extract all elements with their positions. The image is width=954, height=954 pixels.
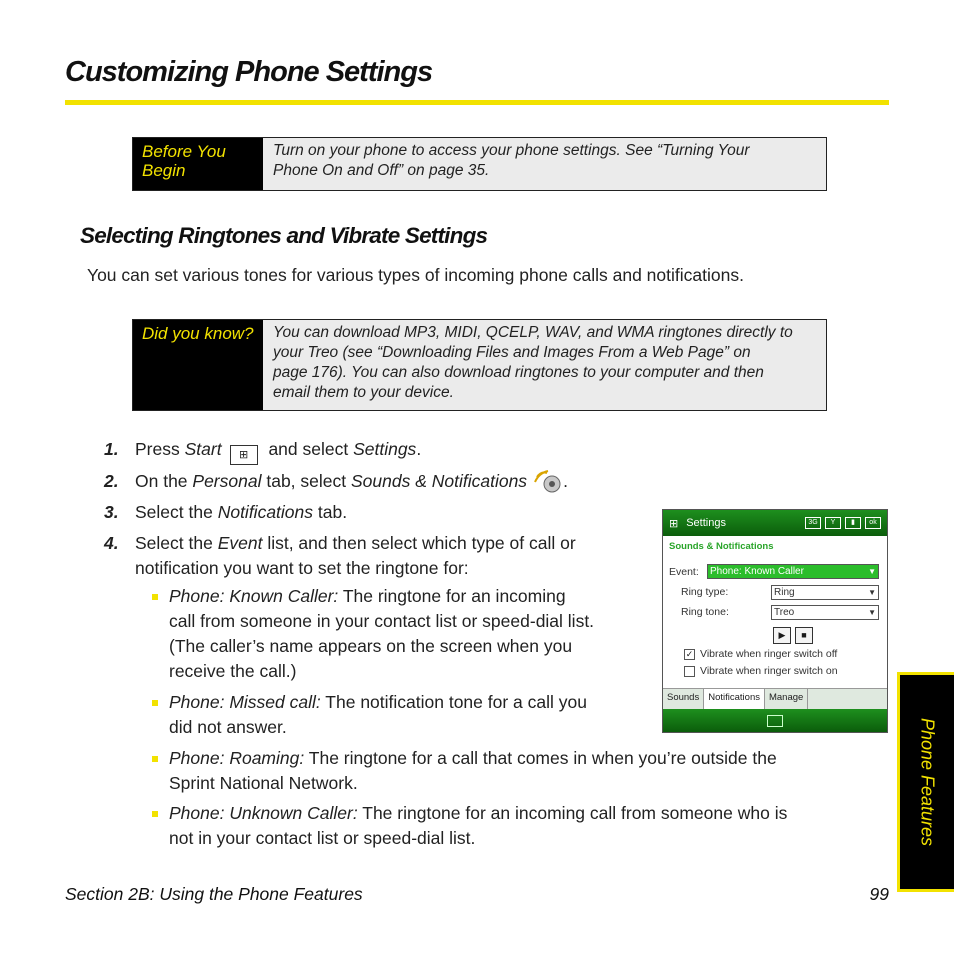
bullet-term: Phone: Unknown Caller:: [169, 803, 358, 823]
bullet-text: The notification tone for a call you: [320, 692, 587, 712]
phone-tab-bar: [663, 688, 887, 709]
step-body: [135, 437, 421, 465]
step-text: .: [563, 471, 568, 491]
event-label: Event:: [669, 566, 699, 578]
step-text: and select: [263, 439, 354, 459]
step-number: 2.: [104, 471, 119, 491]
page-number: 99: [869, 884, 889, 904]
callout-text-line: page 176). You can also download ringtones to your computer and then: [273, 364, 764, 381]
keyboard-icon[interactable]: [767, 715, 783, 727]
step-number: 4.: [104, 533, 119, 553]
chevron-down-icon: ▼: [868, 608, 876, 617]
ok-button[interactable]: ok: [865, 517, 881, 529]
step-term: Sounds & Notifications: [350, 471, 528, 491]
sounds-notifications-icon: [533, 469, 563, 500]
vibrate-off-label: Vibrate when ringer switch off: [700, 648, 838, 660]
ring-tone-label: Ring tone:: [681, 606, 729, 618]
phone-bottom-bar: [663, 709, 887, 732]
callout-text-line: your Treo (see “Downloading Files and Images From a Web Page” on: [273, 344, 751, 361]
step-term: Personal: [192, 471, 262, 491]
tab-notifications[interactable]: Notifications: [704, 689, 765, 709]
phone-screenshot: [662, 509, 888, 733]
step-term: Start: [184, 439, 222, 459]
before-you-begin-callout: [132, 137, 827, 191]
vibrate-on-label: Vibrate when ringer switch on: [700, 665, 838, 677]
vibrate-off-checkbox[interactable]: ✓: [685, 649, 694, 659]
bullet-marker: [152, 756, 158, 762]
ring-tone-value: Treo: [774, 607, 795, 618]
windows-start-icon: ⊞: [230, 445, 258, 465]
bullet-marker: [152, 594, 158, 600]
bullet-body: [169, 746, 777, 796]
stop-button[interactable]: ■: [795, 627, 813, 644]
page-title: Customizing Phone Settings: [65, 56, 433, 88]
event-select[interactable]: [707, 564, 879, 579]
step-text: Select the: [135, 502, 218, 522]
callout-label-line: Before You: [142, 142, 226, 161]
callout-text: [263, 320, 803, 410]
bullet-text: not in your contact list or speed-dial list.: [169, 828, 476, 848]
phone-subtitle: Sounds & Notifications: [669, 541, 774, 552]
title-rule: [65, 100, 889, 105]
step-body: [135, 531, 576, 581]
callout-label-line: Begin: [142, 161, 186, 180]
signal-icon: Y: [825, 517, 841, 529]
step-number: 3.: [104, 502, 119, 522]
step-text: notification you want to set the ringtone for:: [135, 558, 469, 578]
ring-type-label: Ring type:: [681, 586, 729, 598]
step-term: Notifications: [217, 502, 314, 522]
step-text: list, and then select which type of call or: [262, 533, 576, 553]
callout-label: [133, 138, 263, 190]
chevron-down-icon: ▼: [868, 588, 876, 597]
step-number: 1.: [104, 439, 119, 459]
step-body: [135, 469, 568, 500]
event-value: Phone: Known Caller: [710, 566, 804, 577]
bullet-term: Phone: Missed call:: [169, 692, 321, 712]
step-text: Press: [135, 439, 185, 459]
step-text: Select the: [135, 533, 218, 553]
bullet-body: [169, 584, 594, 684]
bullet-term: Phone: Known Caller:: [169, 586, 339, 606]
bullet-text: The ringtone for a call that comes in when you’re outside the: [304, 748, 777, 768]
bullet-text: receive the call.): [169, 661, 297, 681]
phone-title: Settings: [686, 517, 726, 529]
ring-type-value: Ring: [774, 587, 795, 598]
ring-type-select[interactable]: [771, 585, 879, 600]
callout-text-line: email them to your device.: [273, 384, 454, 401]
step-term: Event: [217, 533, 263, 553]
bullet-text: The ringtone for an incoming call from someone who is: [357, 803, 788, 823]
side-tab: [897, 672, 954, 892]
ring-tone-select[interactable]: [771, 605, 879, 620]
bullet-body: [169, 801, 787, 851]
tab-sounds[interactable]: Sounds: [663, 689, 704, 709]
step-body: [135, 500, 347, 525]
play-button[interactable]: ▶: [773, 627, 791, 644]
vibrate-on-checkbox[interactable]: [684, 666, 695, 677]
callout-text-line: Turn on your phone to access your phone settings. See “Turning Your: [273, 142, 750, 159]
intro-text: You can set various tones for various types of incoming phone calls and notifications.: [87, 265, 744, 285]
callout-text: [263, 138, 759, 190]
bullet-text: did not answer.: [169, 717, 287, 737]
footer-section: Section 2B: Using the Phone Features: [65, 884, 363, 904]
section-title: Selecting Ringtones and Vibrate Settings: [80, 223, 488, 248]
bullet-text: (The caller’s name appears on the screen when you: [169, 636, 573, 656]
step-text: tab, select: [261, 471, 351, 491]
phone-title-bar: [663, 510, 887, 536]
step-text: tab.: [313, 502, 348, 522]
bullet-term: Phone: Roaming:: [169, 748, 305, 768]
bullet-text: The ringtone for an incoming: [338, 586, 566, 606]
step-text: On the: [135, 471, 193, 491]
bullet-text: Sprint National Network.: [169, 773, 358, 793]
did-you-know-callout: [132, 319, 827, 411]
tab-manage[interactable]: Manage: [765, 689, 808, 709]
callout-text-line: You can download MP3, MIDI, QCELP, WAV, and WMA ringtones directly to: [273, 324, 793, 341]
bullet-text: call from someone in your contact list or speed-dial list.: [169, 611, 595, 631]
callout-label-line: Did you know?: [142, 324, 254, 343]
battery-icon: ▮: [845, 517, 861, 529]
step-term: Settings: [353, 439, 417, 459]
callout-label: [133, 320, 263, 410]
bullet-marker: [152, 700, 158, 706]
callout-text-line: Phone On and Off” on page 35.: [273, 162, 490, 179]
bullet-marker: [152, 811, 158, 817]
step-text: .: [416, 439, 422, 459]
bullet-body: [169, 690, 587, 740]
chevron-down-icon: ▼: [868, 567, 876, 576]
windows-flag-icon: ⊞: [669, 517, 679, 530]
side-tab-label: Phone Features: [917, 717, 938, 847]
status-icons: [805, 517, 881, 529]
network-icon: 3G: [805, 517, 821, 529]
